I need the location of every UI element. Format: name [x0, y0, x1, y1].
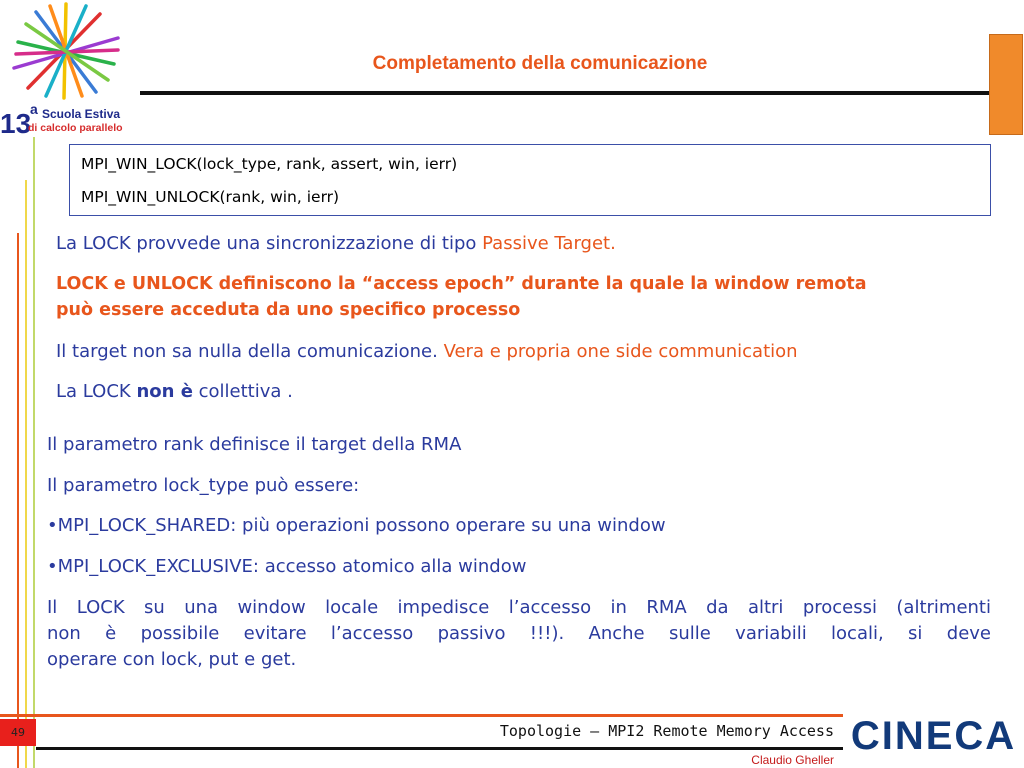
logo-line1: Scuola Estiva	[42, 107, 121, 121]
school-logo	[0, 0, 145, 140]
paragraph-line: può essere acceduta da uno specifico processo	[56, 300, 521, 320]
code-line-lock: MPI_WIN_LOCK(lock_type, rank, assert, win, ierr)	[81, 155, 458, 173]
bold-non-e: non è	[136, 381, 193, 402]
code-box	[69, 144, 991, 216]
paragraph-local-lock	[47, 595, 991, 673]
paragraph-line: Il LOCK su una window locale impedisce l’accesso in RMA da altri processi (altrimenti	[47, 597, 991, 618]
paragraph-target	[56, 339, 996, 365]
paragraph-line: LOCK e UNLOCK definiscono la “access epoch” durante la quale la window remota	[56, 274, 867, 294]
author-name: Claudio Gheller	[751, 753, 834, 767]
orange-tab-decoration	[989, 34, 1023, 135]
paragraph-access-epoch	[56, 271, 998, 323]
highlight-one-side: Vera e propria one side communication	[443, 341, 798, 362]
logo-number: 13	[0, 108, 32, 139]
paragraph-line: operare con lock, put e get.	[47, 649, 297, 670]
paragraph-lock-type: Il parametro lock_type può essere:	[47, 475, 360, 496]
paragraph-passive-target	[56, 231, 996, 257]
decorative-line-red	[17, 233, 19, 768]
paragraph-line: non è possibile evitare l’accesso passivo !!!). Anche sulle variabili locali, si deve	[47, 623, 991, 644]
bullet-lock-shared: •MPI_LOCK_SHARED: più operazioni possono operare su una window	[47, 515, 666, 536]
page-number: 49	[0, 719, 36, 746]
footer-title: Topologie – MPI2 Remote Memory Access	[499, 722, 834, 740]
slide-title: Completamento della comunicazione	[372, 53, 708, 74]
logo-line2: di calcolo parallelo	[28, 122, 123, 134]
cineca-logo-text: CINECA	[850, 714, 1017, 758]
cineca-logo	[843, 712, 1024, 756]
highlight-passive-target: Passive Target.	[482, 233, 616, 254]
decorative-line-green	[33, 137, 35, 768]
footer-divider-black	[36, 747, 843, 750]
paragraph-collettiva	[56, 379, 996, 405]
paragraph-text: La LOCK provvede una sincronizzazione di tipo	[56, 233, 483, 254]
paragraph-text: Il target non sa nulla della comunicazione.	[56, 341, 444, 362]
decorative-line-yellow	[25, 180, 27, 768]
code-line-unlock: MPI_WIN_UNLOCK(rank, win, ierr)	[81, 188, 340, 206]
paragraph-text: collettiva .	[192, 381, 293, 402]
starburst-icon	[0, 0, 145, 140]
title-divider	[140, 91, 990, 95]
paragraph-rank: Il parametro rank definisce il target della RMA	[47, 434, 462, 455]
logo-superscript: a	[30, 101, 38, 117]
bullet-lock-exclusive: •MPI_LOCK_EXCLUSIVE: accesso atomico alla window	[47, 556, 527, 577]
paragraph-text: La LOCK	[56, 381, 137, 402]
footer-divider-red	[0, 714, 843, 717]
